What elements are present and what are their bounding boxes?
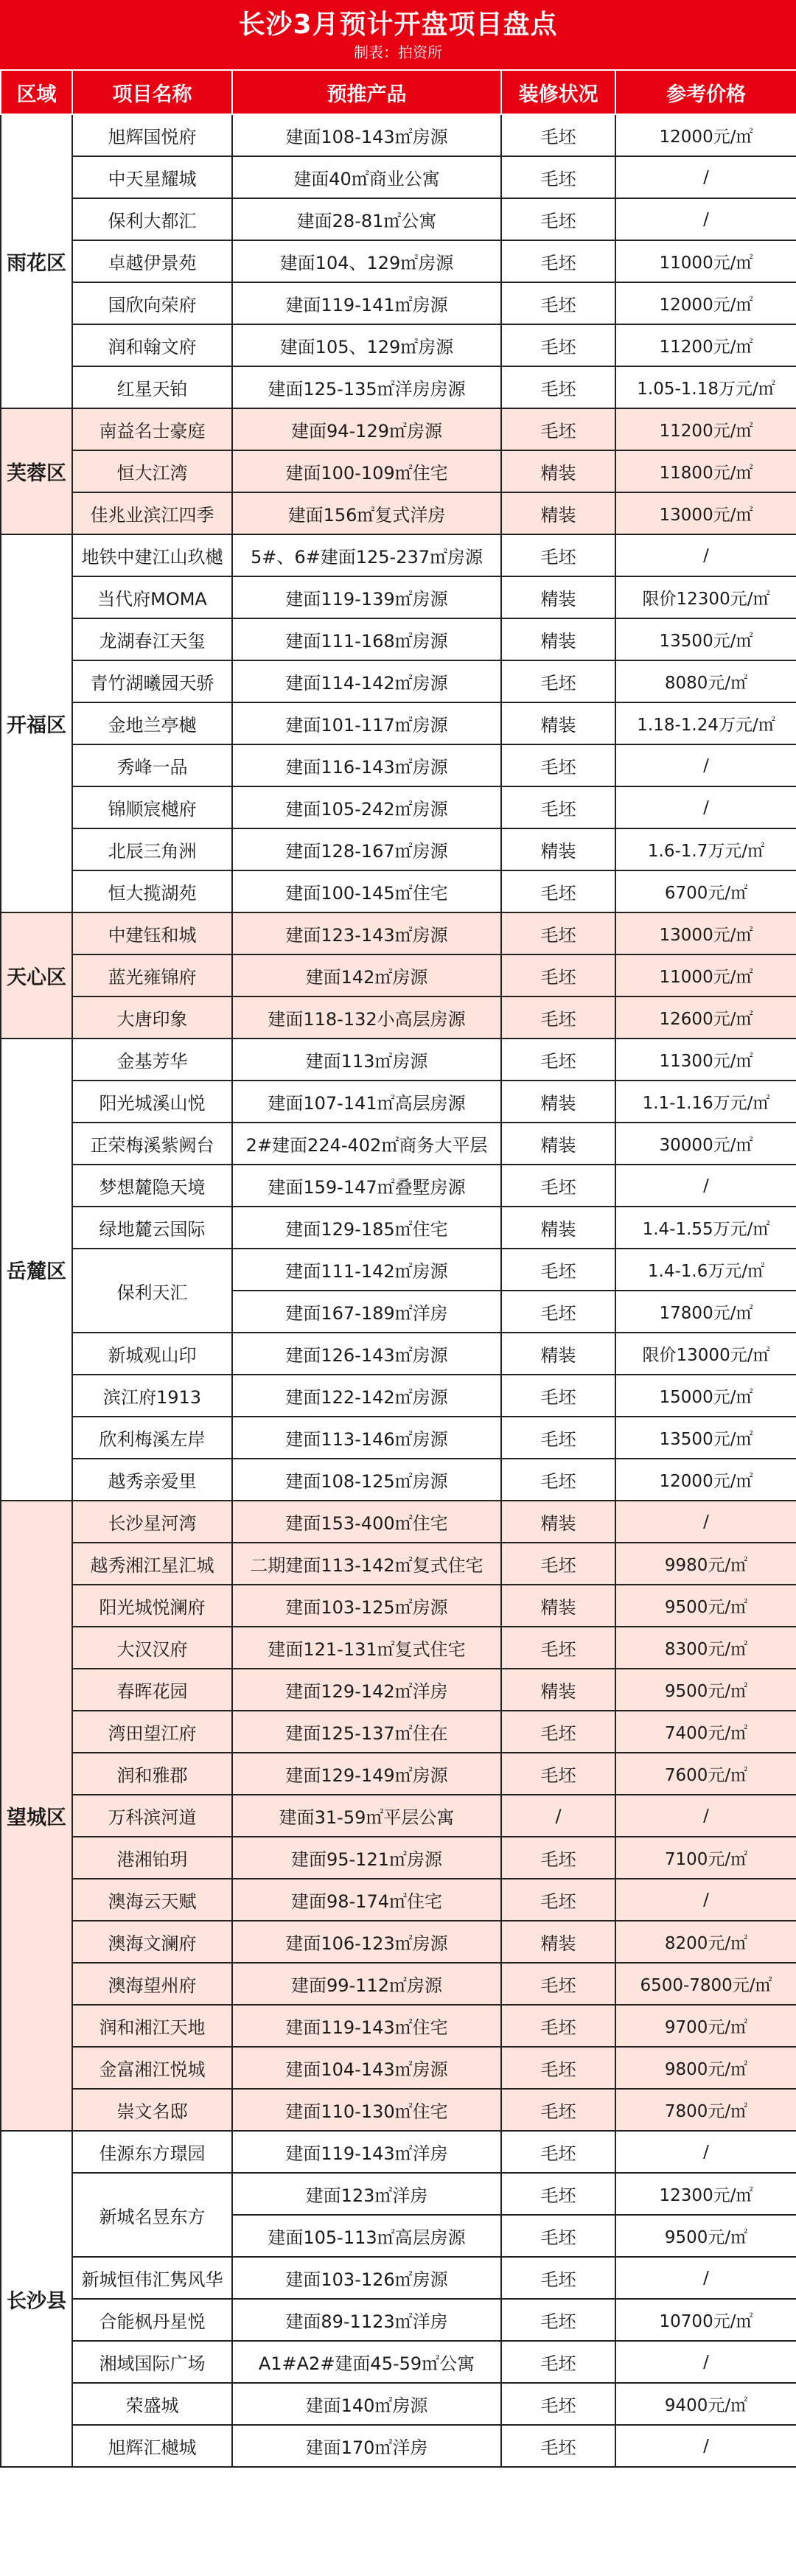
project-name-cell: 旭辉汇樾城 xyxy=(72,2425,232,2467)
table-row xyxy=(1,2257,796,2299)
region-cell: 岳麓区 xyxy=(1,1039,72,1501)
price-cell: 12000元/㎡ xyxy=(615,114,796,156)
decoration-cell: 毛坯 xyxy=(501,1039,615,1081)
price-cell: 1.4-1.55万元/㎡ xyxy=(615,1207,796,1249)
table-row xyxy=(1,534,796,576)
project-name-cell: 正荣梅溪紫阙台 xyxy=(72,1123,232,1165)
decoration-cell: 精装 xyxy=(501,450,615,492)
product-cell: 建面119-139㎡房源 xyxy=(232,576,501,618)
product-cell: 建面103-126㎡房源 xyxy=(232,2257,501,2299)
table-row xyxy=(1,324,796,366)
table-row xyxy=(1,1543,796,1585)
decoration-cell: 精装 xyxy=(501,618,615,660)
table-row xyxy=(1,2341,796,2383)
price-cell: / xyxy=(615,2425,796,2467)
decoration-cell: 毛坯 xyxy=(501,1711,615,1753)
price-cell: 11200元/㎡ xyxy=(615,408,796,450)
project-name-cell: 恒大江湾 xyxy=(72,450,232,492)
price-cell: / xyxy=(615,156,796,198)
decoration-cell: 毛坯 xyxy=(501,2383,615,2425)
project-name-cell: 大汉汉府 xyxy=(72,1627,232,1669)
table-row xyxy=(1,366,796,408)
decoration-cell: 毛坯 xyxy=(501,2341,615,2383)
price-cell: / xyxy=(615,1879,796,1921)
decoration-cell: 毛坯 xyxy=(501,786,615,828)
project-name-cell: 保利天汇 xyxy=(72,1249,232,1333)
table-row xyxy=(1,786,796,828)
decoration-cell: 毛坯 xyxy=(501,282,615,324)
product-cell: 建面100-145㎡住宅 xyxy=(232,870,501,912)
table-header-row xyxy=(1,70,796,114)
project-name-cell: 绿地麓云国际 xyxy=(72,1207,232,1249)
project-name-cell: 中天星耀城 xyxy=(72,156,232,198)
decoration-cell: 毛坯 xyxy=(501,240,615,282)
project-name-cell: 大唐印象 xyxy=(72,996,232,1039)
table-row xyxy=(1,828,796,870)
project-name-cell: 保利大都汇 xyxy=(72,198,232,240)
decoration-cell: 毛坯 xyxy=(501,198,615,240)
project-name-cell: 阳光城溪山悦 xyxy=(72,1081,232,1123)
table-row xyxy=(1,1753,796,1795)
price-cell: 1.05-1.18万元/㎡ xyxy=(615,366,796,408)
price-cell: 6700元/㎡ xyxy=(615,870,796,912)
table-row xyxy=(1,1375,796,1417)
product-cell: 建面103-125㎡房源 xyxy=(232,1585,501,1627)
region-cell: 开福区 xyxy=(1,534,72,912)
table-row xyxy=(1,1207,796,1249)
decoration-cell: 精装 xyxy=(501,1081,615,1123)
price-cell: 12300元/㎡ xyxy=(615,2173,796,2215)
decoration-cell: 毛坯 xyxy=(501,408,615,450)
project-name-cell: 梦想麓隐天境 xyxy=(72,1165,232,1207)
price-cell: / xyxy=(615,2341,796,2383)
region-cell: 天心区 xyxy=(1,912,72,1039)
price-cell: 8080元/㎡ xyxy=(615,660,796,702)
column-header-price: 参考价格 xyxy=(615,70,796,114)
region-cell: 长沙县 xyxy=(1,2131,72,2467)
product-cell: 建面94-129㎡房源 xyxy=(232,408,501,450)
product-cell: 建面129-142㎡洋房 xyxy=(232,1669,501,1711)
decoration-cell: 毛坯 xyxy=(501,1417,615,1459)
project-name-cell: 蓝光雍锦府 xyxy=(72,954,232,996)
price-cell: 限价13000元/㎡ xyxy=(615,1333,796,1375)
product-cell: 建面119-141㎡房源 xyxy=(232,282,501,324)
decoration-cell: 毛坯 xyxy=(501,1627,615,1669)
table-row xyxy=(1,744,796,786)
table-row xyxy=(1,1039,796,1081)
product-cell: 建面121-131㎡复式住宅 xyxy=(232,1627,501,1669)
price-cell: 9500元/㎡ xyxy=(615,1669,796,1711)
decoration-cell: 毛坯 xyxy=(501,1459,615,1501)
decoration-cell: 毛坯 xyxy=(501,1963,615,2005)
table-row xyxy=(1,1417,796,1459)
product-cell: 建面95-121㎡房源 xyxy=(232,1837,501,1879)
table-row xyxy=(1,660,796,702)
price-cell: 1.4-1.6万元/㎡ xyxy=(615,1249,796,1291)
table-row xyxy=(1,1333,796,1375)
product-cell: 建面113-146㎡房源 xyxy=(232,1417,501,1459)
price-cell: / xyxy=(615,1501,796,1543)
table-body xyxy=(1,114,796,2467)
product-cell: 建面99-112㎡房源 xyxy=(232,1963,501,2005)
product-cell: 建面31-59㎡平层公寓 xyxy=(232,1795,501,1837)
price-cell: 9800元/㎡ xyxy=(615,2047,796,2089)
table-row xyxy=(1,1585,796,1627)
decoration-cell: 毛坯 xyxy=(501,2257,615,2299)
product-cell: 建面118-132小高层房源 xyxy=(232,996,501,1039)
product-cell: 建面40㎡商业公寓 xyxy=(232,156,501,198)
table-row xyxy=(1,1669,796,1711)
price-cell: 12600元/㎡ xyxy=(615,996,796,1039)
price-cell: 30000元/㎡ xyxy=(615,1123,796,1165)
product-cell: 二期建面113-142㎡复式住宅 xyxy=(232,1543,501,1585)
price-cell: 限价12300元/㎡ xyxy=(615,576,796,618)
price-cell: / xyxy=(615,534,796,576)
price-cell: 1.6-1.7万元/㎡ xyxy=(615,828,796,870)
product-cell: 建面129-149㎡房源 xyxy=(232,1753,501,1795)
table-row xyxy=(1,156,796,198)
table-row xyxy=(1,576,796,618)
decoration-cell: 毛坯 xyxy=(501,870,615,912)
project-name-cell: 湘域国际广场 xyxy=(72,2341,232,2383)
decoration-cell: 毛坯 xyxy=(501,2425,615,2467)
product-cell: 建面105-242㎡房源 xyxy=(232,786,501,828)
table-row xyxy=(1,1627,796,1669)
decoration-cell: 毛坯 xyxy=(501,2047,615,2089)
product-cell: 建面122-142㎡房源 xyxy=(232,1375,501,1417)
project-name-cell: 欣利梅溪左岸 xyxy=(72,1417,232,1459)
product-cell: 建面156㎡复式洋房 xyxy=(232,492,501,534)
product-cell: 建面114-142㎡房源 xyxy=(232,660,501,702)
project-name-cell: 金基芳华 xyxy=(72,1039,232,1081)
price-cell: / xyxy=(615,786,796,828)
project-name-cell: 澳海云天赋 xyxy=(72,1879,232,1921)
column-header-region: 区域 xyxy=(1,70,72,114)
project-name-cell: 越秀亲爱里 xyxy=(72,1459,232,1501)
decoration-cell: 精装 xyxy=(501,576,615,618)
decoration-cell: 精装 xyxy=(501,1585,615,1627)
decoration-cell: 毛坯 xyxy=(501,744,615,786)
price-cell: 7100元/㎡ xyxy=(615,1837,796,1879)
project-name-cell: 滨江府1913 xyxy=(72,1375,232,1417)
product-cell: 建面116-143㎡房源 xyxy=(232,744,501,786)
decoration-cell: 毛坯 xyxy=(501,2005,615,2047)
table-row xyxy=(1,240,796,282)
price-cell: 17800元/㎡ xyxy=(615,1291,796,1333)
product-cell: 建面126-143㎡房源 xyxy=(232,1333,501,1375)
table-row xyxy=(1,996,796,1039)
decoration-cell: 毛坯 xyxy=(501,366,615,408)
price-cell: 9400元/㎡ xyxy=(615,2383,796,2425)
price-cell: 13500元/㎡ xyxy=(615,618,796,660)
project-name-cell: 南益名士豪庭 xyxy=(72,408,232,450)
table-row xyxy=(1,1165,796,1207)
product-cell: 建面119-143㎡住宅 xyxy=(232,2005,501,2047)
project-name-cell: 荣盛城 xyxy=(72,2383,232,2425)
product-cell: 建面125-137㎡住在 xyxy=(232,1711,501,1753)
project-table xyxy=(0,69,796,2468)
product-cell: 建面106-123㎡房源 xyxy=(232,1921,501,1963)
project-name-cell: 国欣向荣府 xyxy=(72,282,232,324)
product-cell: 建面108-125㎡房源 xyxy=(232,1459,501,1501)
project-name-cell: 青竹湖曦园天骄 xyxy=(72,660,232,702)
product-cell: 建面123㎡洋房 xyxy=(232,2173,501,2215)
project-name-cell: 润和湘江天地 xyxy=(72,2005,232,2047)
decoration-cell: 毛坯 xyxy=(501,1879,615,1921)
decoration-cell: 毛坯 xyxy=(501,996,615,1039)
product-cell: 建面108-143㎡房源 xyxy=(232,114,501,156)
column-header-decoration: 装修状况 xyxy=(501,70,615,114)
product-cell: 建面142㎡房源 xyxy=(232,954,501,996)
project-name-cell: 越秀湘江星汇城 xyxy=(72,1543,232,1585)
table-row xyxy=(1,702,796,744)
project-name-cell: 春晖花园 xyxy=(72,1669,232,1711)
project-name-cell: 港湘铂玥 xyxy=(72,1837,232,1879)
table-row xyxy=(1,408,796,450)
price-cell: 9700元/㎡ xyxy=(615,2005,796,2047)
project-name-cell: 新城名昱东方 xyxy=(72,2173,232,2257)
decoration-cell: 毛坯 xyxy=(501,156,615,198)
price-cell: 12000元/㎡ xyxy=(615,282,796,324)
product-cell: 5#、6#建面125-237㎡房源 xyxy=(232,534,501,576)
project-name-cell: 新城恒伟汇隽风华 xyxy=(72,2257,232,2299)
table-row xyxy=(1,1879,796,1921)
product-cell: 建面140㎡房源 xyxy=(232,2383,501,2425)
project-name-cell: 恒大揽湖苑 xyxy=(72,870,232,912)
table-row xyxy=(1,2005,796,2047)
project-name-cell: 佳源东方璟园 xyxy=(72,2131,232,2173)
price-cell: 13000元/㎡ xyxy=(615,912,796,954)
price-cell: 12000元/㎡ xyxy=(615,1459,796,1501)
decoration-cell: 毛坯 xyxy=(501,1543,615,1585)
table-row xyxy=(1,870,796,912)
project-name-cell: 北辰三角洲 xyxy=(72,828,232,870)
product-cell: 建面111-168㎡房源 xyxy=(232,618,501,660)
decoration-cell: 毛坯 xyxy=(501,1375,615,1417)
table-row xyxy=(1,2383,796,2425)
table-row xyxy=(1,2425,796,2467)
price-cell: 1.18-1.24万元/㎡ xyxy=(615,702,796,744)
table-row xyxy=(1,1963,796,2005)
column-header-project-name: 项目名称 xyxy=(72,70,232,114)
decoration-cell: 毛坯 xyxy=(501,660,615,702)
project-name-cell: 润和雅郡 xyxy=(72,1753,232,1795)
price-cell: 7800元/㎡ xyxy=(615,2089,796,2131)
project-name-cell: 润和翰文府 xyxy=(72,324,232,366)
table-row xyxy=(1,1459,796,1501)
product-cell: 建面110-130㎡住宅 xyxy=(232,2089,501,2131)
product-cell: 建面167-189㎡洋房 xyxy=(232,1291,501,1333)
product-cell: A1#A2#建面45-59㎡公寓 xyxy=(232,2341,501,2383)
project-name-cell: 长沙星河湾 xyxy=(72,1501,232,1543)
product-cell: 建面104-143㎡房源 xyxy=(232,2047,501,2089)
table-row xyxy=(1,2089,796,2131)
price-cell: 7400元/㎡ xyxy=(615,1711,796,1753)
project-name-cell: 金富湘江悦城 xyxy=(72,2047,232,2089)
region-cell: 望城区 xyxy=(1,1501,72,2131)
decoration-cell: / xyxy=(501,1795,615,1837)
table-row xyxy=(1,1123,796,1165)
price-cell: 11000元/㎡ xyxy=(615,954,796,996)
table-row xyxy=(1,1249,796,1291)
product-cell: 建面125-135㎡洋房房源 xyxy=(232,366,501,408)
table-row xyxy=(1,282,796,324)
decoration-cell: 毛坯 xyxy=(501,1291,615,1333)
price-cell: 9500元/㎡ xyxy=(615,1585,796,1627)
project-name-cell: 地铁中建江山玖樾 xyxy=(72,534,232,576)
project-name-cell: 佳兆业滨江四季 xyxy=(72,492,232,534)
price-cell: 13500元/㎡ xyxy=(615,1417,796,1459)
product-cell: 建面129-185㎡住宅 xyxy=(232,1207,501,1249)
project-name-cell: 红星天铂 xyxy=(72,366,232,408)
table-row xyxy=(1,618,796,660)
project-name-cell: 湾田望江府 xyxy=(72,1711,232,1753)
decoration-cell: 精装 xyxy=(501,828,615,870)
price-cell: 1.1-1.16万元/㎡ xyxy=(615,1081,796,1123)
table-row xyxy=(1,1795,796,1837)
table-row xyxy=(1,1921,796,1963)
product-cell: 建面128-167㎡房源 xyxy=(232,828,501,870)
project-name-cell: 中建钰和城 xyxy=(72,912,232,954)
decoration-cell: 毛坯 xyxy=(501,2089,615,2131)
product-cell: 建面111-142㎡房源 xyxy=(232,1249,501,1291)
product-cell: 建面123-143㎡房源 xyxy=(232,912,501,954)
product-cell: 建面98-174㎡住宅 xyxy=(232,1879,501,1921)
region-cell: 芙蓉区 xyxy=(1,408,72,534)
product-cell: 建面153-400㎡住宅 xyxy=(232,1501,501,1543)
project-name-cell: 澳海文澜府 xyxy=(72,1921,232,1963)
table-row xyxy=(1,1501,796,1543)
project-name-cell: 旭辉国悦府 xyxy=(72,114,232,156)
price-cell: 15000元/㎡ xyxy=(615,1375,796,1417)
decoration-cell: 毛坯 xyxy=(501,954,615,996)
page-subtitle: 制表：拍资所 xyxy=(354,43,442,61)
decoration-cell: 精装 xyxy=(501,1501,615,1543)
decoration-cell: 毛坯 xyxy=(501,1165,615,1207)
table-row xyxy=(1,450,796,492)
table-row xyxy=(1,198,796,240)
product-cell: 建面104、129㎡房源 xyxy=(232,240,501,282)
price-cell: 11200元/㎡ xyxy=(615,324,796,366)
price-cell: / xyxy=(615,2257,796,2299)
decoration-cell: 精装 xyxy=(501,492,615,534)
price-cell: 6500-7800元/㎡ xyxy=(615,1963,796,2005)
price-cell: 7600元/㎡ xyxy=(615,1753,796,1795)
table-row xyxy=(1,2173,796,2215)
decoration-cell: 毛坯 xyxy=(501,324,615,366)
project-name-cell: 澳海望州府 xyxy=(72,1963,232,2005)
decoration-cell: 精装 xyxy=(501,1207,615,1249)
table-row xyxy=(1,114,796,156)
product-cell: 建面159-147㎡叠墅房源 xyxy=(232,1165,501,1207)
product-cell: 建面100-109㎡住宅 xyxy=(232,450,501,492)
decoration-cell: 精装 xyxy=(501,1123,615,1165)
product-cell: 建面113㎡房源 xyxy=(232,1039,501,1081)
decoration-cell: 精装 xyxy=(501,1669,615,1711)
price-cell: / xyxy=(615,2131,796,2173)
decoration-cell: 毛坯 xyxy=(501,2131,615,2173)
price-cell: / xyxy=(615,1795,796,1837)
table-row xyxy=(1,2047,796,2089)
product-cell: 建面170㎡洋房 xyxy=(232,2425,501,2467)
page-title: 长沙3月预计开盘项目盘点 xyxy=(238,10,558,40)
product-cell: 建面28-81㎡公寓 xyxy=(232,198,501,240)
product-cell: 2#建面224-402㎡商务大平层 xyxy=(232,1123,501,1165)
price-cell: 11800元/㎡ xyxy=(615,450,796,492)
decoration-cell: 毛坯 xyxy=(501,2173,615,2215)
product-cell: 建面119-143㎡洋房 xyxy=(232,2131,501,2173)
price-cell: / xyxy=(615,198,796,240)
product-cell: 建面105、129㎡房源 xyxy=(232,324,501,366)
column-header-product: 预推产品 xyxy=(232,70,501,114)
price-cell: 9500元/㎡ xyxy=(615,2215,796,2257)
table-row xyxy=(1,1081,796,1123)
product-cell: 建面101-117㎡房源 xyxy=(232,702,501,744)
price-cell: 10700元/㎡ xyxy=(615,2299,796,2341)
project-name-cell: 金地兰亭樾 xyxy=(72,702,232,744)
price-cell: 9980元/㎡ xyxy=(615,1543,796,1585)
decoration-cell: 毛坯 xyxy=(501,2299,615,2341)
price-cell: 8300元/㎡ xyxy=(615,1627,796,1669)
product-cell: 建面105-113㎡高层房源 xyxy=(232,2215,501,2257)
table-row xyxy=(1,492,796,534)
region-cell: 雨花区 xyxy=(1,114,72,408)
project-name-cell: 锦顺宸樾府 xyxy=(72,786,232,828)
price-cell: 11300元/㎡ xyxy=(615,1039,796,1081)
project-name-cell: 秀峰一品 xyxy=(72,744,232,786)
table-row xyxy=(1,1711,796,1753)
decoration-cell: 毛坯 xyxy=(501,2215,615,2257)
decoration-cell: 精装 xyxy=(501,1333,615,1375)
product-cell: 建面107-141㎡高层房源 xyxy=(232,1081,501,1123)
decoration-cell: 毛坯 xyxy=(501,912,615,954)
project-name-cell: 当代府MOMA xyxy=(72,576,232,618)
project-name-cell: 阳光城悦澜府 xyxy=(72,1585,232,1627)
decoration-cell: 毛坯 xyxy=(501,534,615,576)
project-name-cell: 龙湖春江天玺 xyxy=(72,618,232,660)
table-row xyxy=(1,2131,796,2173)
price-cell: 8200元/㎡ xyxy=(615,1921,796,1963)
project-name-cell: 新城观山印 xyxy=(72,1333,232,1375)
price-cell: 13000元/㎡ xyxy=(615,492,796,534)
decoration-cell: 精装 xyxy=(501,702,615,744)
project-name-cell: 崇文名邸 xyxy=(72,2089,232,2131)
price-cell: 11000元/㎡ xyxy=(615,240,796,282)
decoration-cell: 毛坯 xyxy=(501,114,615,156)
project-name-cell: 合能枫丹星悦 xyxy=(72,2299,232,2341)
table-row xyxy=(1,954,796,996)
title-banner xyxy=(0,0,796,69)
table-row xyxy=(1,1837,796,1879)
price-cell: / xyxy=(615,1165,796,1207)
project-name-cell: 万科滨河道 xyxy=(72,1795,232,1837)
product-cell: 建面89-1123㎡洋房 xyxy=(232,2299,501,2341)
decoration-cell: 毛坯 xyxy=(501,1753,615,1795)
decoration-cell: 毛坯 xyxy=(501,1249,615,1291)
project-name-cell: 卓越伊景苑 xyxy=(72,240,232,282)
table-row xyxy=(1,912,796,954)
table-row xyxy=(1,2299,796,2341)
decoration-cell: 毛坯 xyxy=(501,1837,615,1879)
price-cell: / xyxy=(615,744,796,786)
decoration-cell: 精装 xyxy=(501,1921,615,1963)
